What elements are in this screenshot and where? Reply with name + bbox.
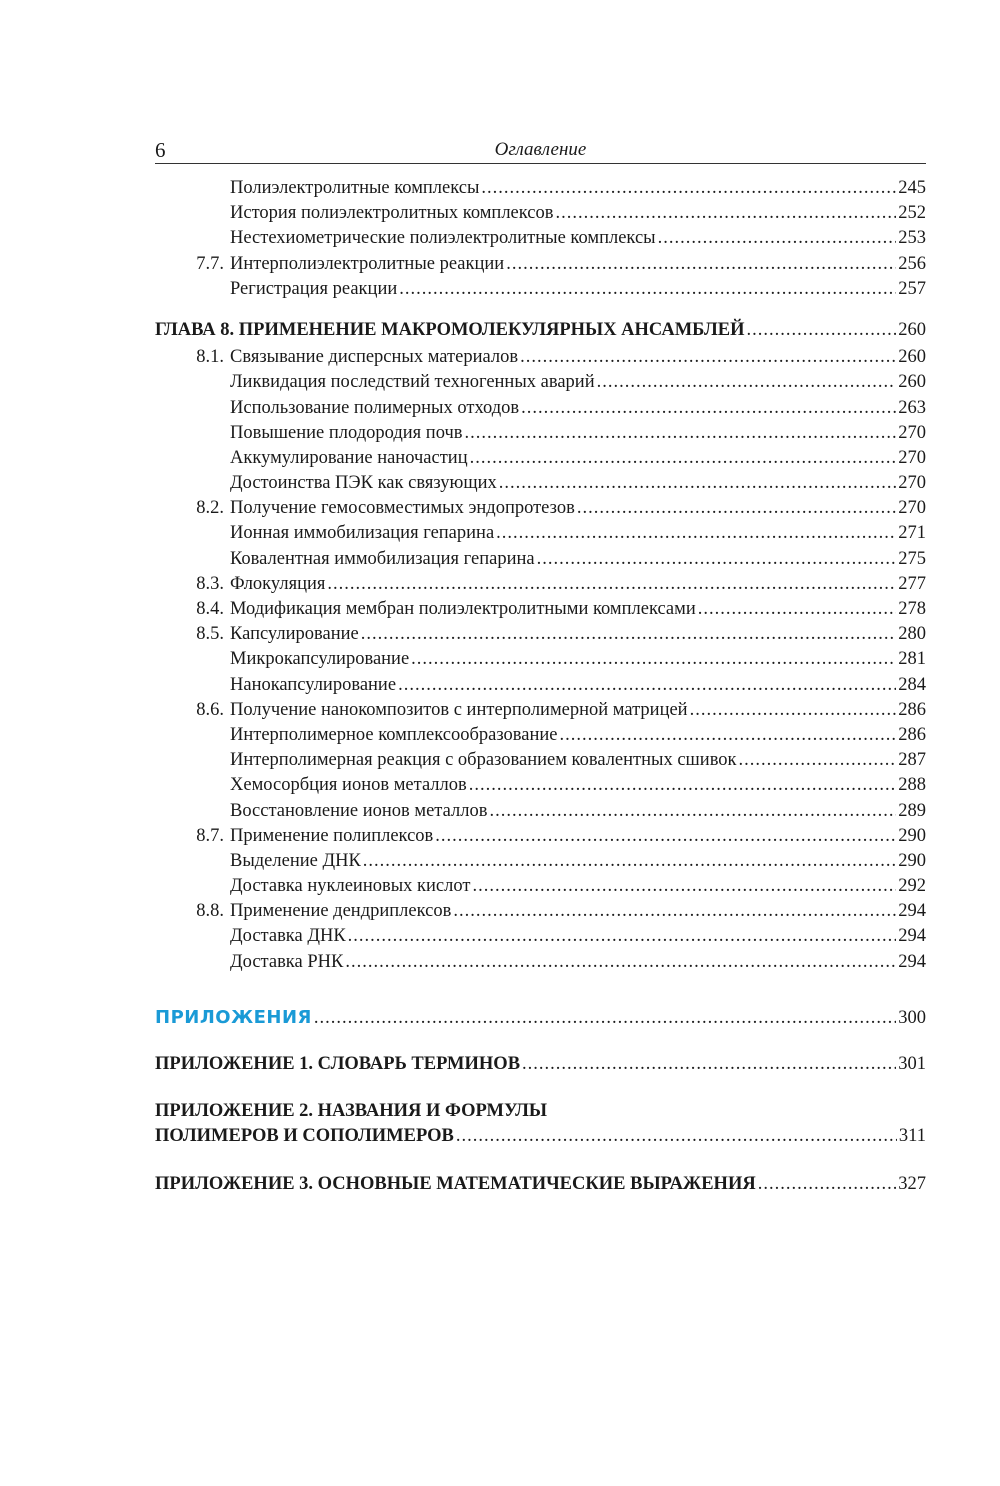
entry-title: Достоинства ПЭК как связующих xyxy=(230,473,497,494)
entry-page: 287 xyxy=(898,750,926,771)
toc-entry[interactable] xyxy=(155,773,926,798)
section-number: 8.7. xyxy=(196,825,224,846)
entry-title: Нестехиометрические полиэлектролитные комплексы xyxy=(230,228,656,249)
dot-leader xyxy=(690,698,897,723)
entry-page: 278 xyxy=(898,599,926,619)
toc-block-chapter7 xyxy=(155,176,926,302)
toc-entry[interactable] xyxy=(155,345,926,370)
dot-leader xyxy=(456,1124,897,1149)
table-of-contents xyxy=(155,176,926,1197)
entry-title: Доставка ДНК xyxy=(230,926,346,947)
dot-leader xyxy=(399,277,896,302)
entry-title: Использование полимерных отходов xyxy=(230,397,520,418)
entry-page: 289 xyxy=(898,800,926,821)
toc-entry[interactable] xyxy=(155,899,926,924)
entry-title: Восстановление ионов металлов xyxy=(230,800,488,821)
entry-title: Повышение плодородия почв xyxy=(230,422,463,443)
entry-title: Связывание дисперсных материалов xyxy=(230,347,519,368)
dot-leader xyxy=(577,496,896,521)
toc-appendices[interactable] xyxy=(155,1005,926,1030)
appendix-3-title: ПРИЛОЖЕНИЕ 3. ОСНОВНЫЕ МАТЕМАТИЧЕСКИЕ ВЫРАЖЕНИЯ xyxy=(155,1173,756,1194)
entry-page: 263 xyxy=(898,397,926,418)
dot-leader xyxy=(327,572,896,597)
entry-page: 281 xyxy=(898,649,926,670)
dot-leader xyxy=(481,176,896,201)
toc-entry[interactable] xyxy=(155,277,926,302)
toc-entry[interactable] xyxy=(155,824,926,849)
dot-leader xyxy=(348,924,897,949)
dot-leader xyxy=(345,950,896,975)
entry-title: Ковалентная иммобилизация гепарина xyxy=(230,548,535,569)
entry-title: Интерполимерное комплексообразование xyxy=(230,724,558,745)
appendix-1-title: ПРИЛОЖЕНИЕ 1. СЛОВАРЬ ТЕРМИНОВ xyxy=(155,1054,521,1074)
entry-page: 292 xyxy=(898,876,926,897)
dot-leader xyxy=(597,370,897,395)
chapter-page: 260 xyxy=(898,319,926,340)
section-number: 8.4. xyxy=(196,599,224,619)
toc-entry[interactable] xyxy=(155,471,926,496)
dot-leader xyxy=(470,446,897,471)
dot-leader xyxy=(522,1052,896,1077)
entry-page: 286 xyxy=(898,724,926,745)
toc-entry[interactable] xyxy=(155,673,926,698)
entry-page: 294 xyxy=(898,926,926,947)
toc-entry[interactable] xyxy=(155,252,926,277)
entry-title: Применение полиплексов xyxy=(230,825,434,846)
entry-title: Ионная иммобилизация гепарина xyxy=(230,523,495,544)
toc-entry[interactable] xyxy=(155,748,926,773)
entry-title: Ликвидация последствий техногенных аварий xyxy=(230,372,595,393)
entry-title: Доставка РНК xyxy=(230,951,344,972)
appendix-2-title-line2: ПОЛИМЕРОВ И СОПОЛИМЕРОВ xyxy=(155,1126,454,1147)
entry-page: 260 xyxy=(898,347,926,368)
section-number: 8.3. xyxy=(196,573,224,594)
entry-title: Применение дендриплексов xyxy=(230,901,452,922)
entry-page: 270 xyxy=(898,447,926,468)
entry-title: Получение гемосовместимых эндопротезов xyxy=(230,498,575,519)
toc-appendix-1[interactable] xyxy=(155,1052,926,1077)
toc-block-chapter8 xyxy=(155,345,926,975)
toc-entry[interactable] xyxy=(155,723,926,748)
toc-entry[interactable] xyxy=(155,446,926,471)
dot-leader xyxy=(411,647,896,672)
toc-entry[interactable] xyxy=(155,622,926,647)
toc-entry[interactable] xyxy=(155,176,926,201)
toc-entry[interactable] xyxy=(155,421,926,446)
dot-leader xyxy=(556,201,897,226)
entry-page: 290 xyxy=(898,825,926,846)
toc-entry[interactable] xyxy=(155,496,926,521)
entry-page: 294 xyxy=(898,901,926,922)
toc-entry[interactable] xyxy=(155,647,926,672)
entry-page: 275 xyxy=(898,548,926,569)
page-number: 6 xyxy=(155,138,166,162)
entry-page: 294 xyxy=(898,951,926,972)
entry-page: 277 xyxy=(898,573,926,594)
entry-title: История полиэлектролитных комплексов xyxy=(230,203,554,224)
entry-page: 280 xyxy=(898,624,926,645)
entry-title: Получение нанокомпозитов с интерполимерной матрицей xyxy=(230,699,688,720)
toc-entry[interactable] xyxy=(155,924,926,949)
toc-appendix-2[interactable] xyxy=(155,1124,926,1149)
section-number: 8.8. xyxy=(196,901,224,922)
entry-title: Полиэлектролитные комплексы xyxy=(230,178,480,198)
toc-entry[interactable] xyxy=(155,597,926,622)
dot-leader xyxy=(521,396,896,421)
dot-leader xyxy=(361,622,897,647)
entry-page: 270 xyxy=(898,498,926,519)
dot-leader xyxy=(469,773,896,798)
appendix-1-page: 301 xyxy=(898,1054,926,1074)
entry-page: 270 xyxy=(898,473,926,494)
entry-page: 253 xyxy=(898,228,926,249)
toc-appendix-3[interactable] xyxy=(155,1172,926,1197)
section-number: 8.1. xyxy=(196,347,224,368)
dot-leader xyxy=(758,1172,897,1197)
dot-leader xyxy=(506,252,896,277)
toc-entry[interactable] xyxy=(155,370,926,395)
section-number: 8.6. xyxy=(196,699,224,720)
entry-page: 290 xyxy=(898,850,926,871)
entry-page: 270 xyxy=(898,422,926,443)
dot-leader xyxy=(746,318,896,343)
toc-entry[interactable] xyxy=(155,874,926,899)
entry-title: Регистрация реакции xyxy=(230,278,398,299)
entry-page: 260 xyxy=(898,372,926,393)
dot-leader xyxy=(658,226,897,251)
toc-entry[interactable] xyxy=(155,572,926,597)
dot-leader xyxy=(520,345,896,370)
dot-leader xyxy=(489,799,896,824)
dot-leader xyxy=(465,421,897,446)
dot-leader xyxy=(363,849,896,874)
running-title: Оглавление xyxy=(494,139,587,160)
dot-leader xyxy=(398,673,896,698)
appendices-title: ПРИЛОЖЕНИЯ xyxy=(155,1006,312,1028)
entry-title: Модификация мембран полиэлектролитными комплексами xyxy=(230,599,696,619)
entry-page: 271 xyxy=(898,523,926,544)
dot-leader xyxy=(472,874,896,899)
entry-title: Флокуляция xyxy=(230,573,326,594)
toc-entry[interactable] xyxy=(155,849,926,874)
entry-title: Интерполимерная реакция с образованием ковалентных сшивок xyxy=(230,750,737,771)
toc-entry[interactable] xyxy=(155,201,926,226)
entry-page: 284 xyxy=(898,674,926,695)
dot-leader xyxy=(453,899,896,924)
entry-page: 252 xyxy=(898,203,926,224)
toc-chapter-8[interactable] xyxy=(155,318,926,343)
entry-title: Доставка нуклеиновых кислот xyxy=(230,876,471,897)
entry-title: Выделение ДНК xyxy=(230,850,361,871)
section-number: 7.7. xyxy=(196,253,224,274)
toc-entry[interactable] xyxy=(155,547,926,572)
appendix-2-page: 311 xyxy=(898,1126,926,1147)
entry-title: Микрокапсулирование xyxy=(230,649,410,670)
toc-entry[interactable] xyxy=(155,396,926,421)
entry-page: 257 xyxy=(898,278,926,299)
entry-title: Интерполиэлектролитные реакции xyxy=(230,253,505,274)
entry-page: 286 xyxy=(898,699,926,720)
entry-page: 256 xyxy=(898,253,926,274)
toc-entry[interactable] xyxy=(155,698,926,723)
entry-title: Хемосорбция ионов металлов xyxy=(230,775,467,796)
toc-entry[interactable] xyxy=(155,226,926,251)
dot-leader xyxy=(560,723,897,748)
dot-leader xyxy=(698,597,897,622)
dot-leader xyxy=(537,547,897,572)
appendices-page: 300 xyxy=(898,1007,926,1028)
entry-page: 288 xyxy=(898,775,926,796)
dot-leader xyxy=(739,748,897,773)
toc-entry[interactable] xyxy=(155,521,926,546)
section-number: 8.2. xyxy=(196,498,224,519)
appendix-2-title-line1[interactable]: ПРИЛОЖЕНИЕ 2. НАЗВАНИЯ И ФОРМУЛЫ xyxy=(155,1101,548,1122)
dot-leader xyxy=(496,521,896,546)
toc-entry[interactable] xyxy=(155,950,926,975)
chapter-title: ГЛАВА 8. ПРИМЕНЕНИЕ МАКРОМОЛЕКУЛЯРНЫХ АНСАМБЛЕЙ xyxy=(155,319,745,340)
page-header xyxy=(155,137,926,164)
dot-leader xyxy=(499,471,897,496)
entry-title: Аккумулирование наночастиц xyxy=(230,447,468,468)
entry-title: Нанокапсулирование xyxy=(230,674,397,695)
section-number: 8.5. xyxy=(196,624,224,645)
appendix-3-page: 327 xyxy=(898,1173,926,1194)
entry-page: 245 xyxy=(898,178,926,198)
dot-leader xyxy=(435,824,896,849)
toc-entry[interactable] xyxy=(155,799,926,824)
dot-leader xyxy=(314,1006,896,1031)
entry-title: Капсулирование xyxy=(230,624,359,645)
